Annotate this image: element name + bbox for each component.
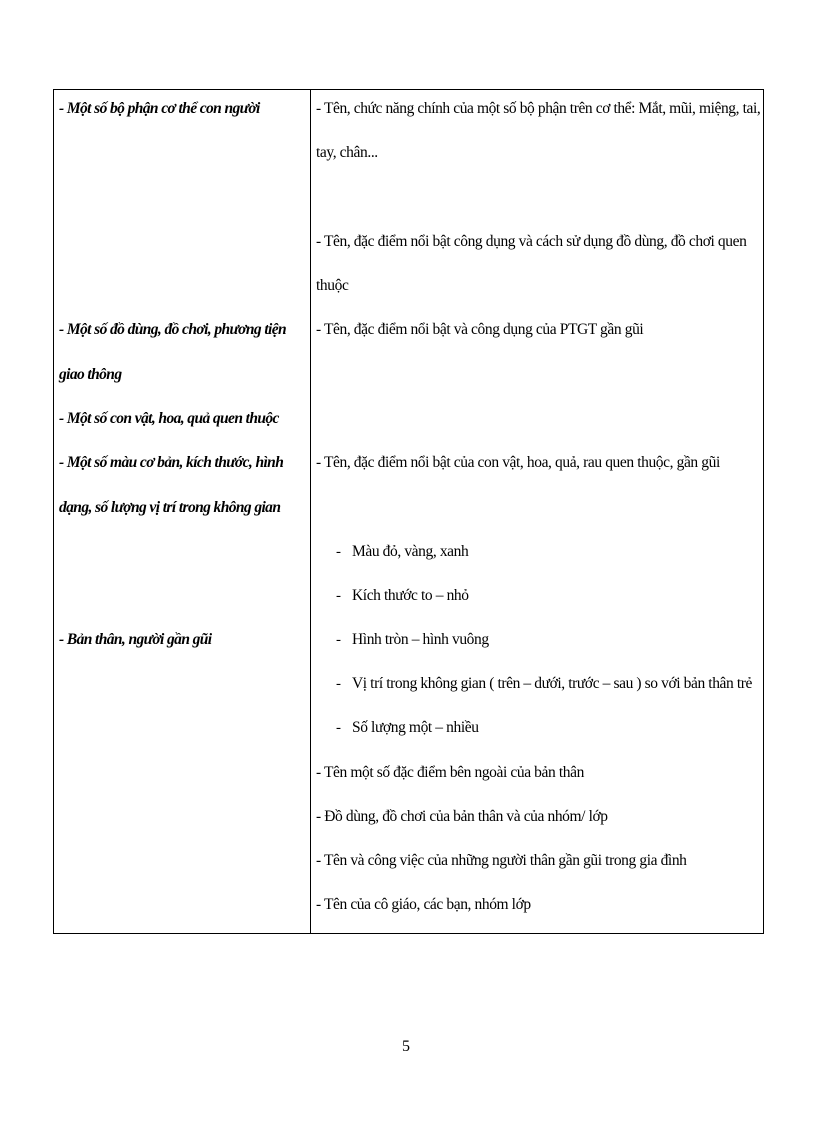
right-self-belongings: - Đồ dùng, đồ chơi của bản thân và của nhóm/ lớp xyxy=(316,808,608,825)
bullet-item-colors: Màu đỏ, vàng, xanh xyxy=(352,543,469,560)
column-divider xyxy=(310,90,311,933)
left-item-shapes: - Một số màu cơ bản, kích thước, hình xyxy=(59,454,284,471)
left-item-objects: - Một số đồ dùng, đồ chơi, phương tiện xyxy=(59,321,287,338)
left-item-self: - Bản thân, người gần gũi xyxy=(59,631,212,648)
left-item-objects-cont: giao thông xyxy=(59,366,122,383)
right-body-parts-line2: tay, chân... xyxy=(316,144,378,161)
right-self-teachers: - Tên của cô giáo, các bạn, nhóm lớp xyxy=(316,896,531,913)
right-transport: - Tên, đặc điểm nổi bật và công dụng của PTGT gần gũi xyxy=(316,321,644,338)
page-number: 5 xyxy=(402,1038,410,1055)
bullet-marker: - xyxy=(336,588,341,604)
bullet-marker: - xyxy=(336,720,341,736)
content-table xyxy=(53,89,764,934)
right-body-parts-line1: - Tên, chức năng chính của một số bộ phận trên cơ thể: Mắt, mũi, miệng, tai, xyxy=(316,100,761,117)
bullet-item-shapes: Hình tròn – hình vuông xyxy=(352,631,489,648)
right-self-family: - Tên và công việc của những người thân gần gũi trong gia đình xyxy=(316,852,687,869)
bullet-item-position: Vị trí trong không gian ( trên – dưới, trước – sau ) so với bản thân trẻ xyxy=(352,675,753,692)
right-self-appearance: - Tên một số đặc điểm bên ngoài của bản thân xyxy=(316,764,584,781)
left-item-animals: - Một số con vật, hoa, quả quen thuộc xyxy=(59,410,279,427)
bullet-item-quantity: Số lượng một – nhiều xyxy=(352,719,479,736)
right-objects-line2: thuộc xyxy=(316,277,349,294)
right-objects-line1: - Tên, đặc điểm nổi bật công dụng và cách sử dụng đồ dùng, đồ chơi quen xyxy=(316,233,747,250)
right-animals: - Tên, đặc điểm nổi bật của con vật, hoa, quả, rau quen thuộc, gần gũi xyxy=(316,454,720,471)
bullet-marker: - xyxy=(336,632,341,648)
bullet-item-size: Kích thước to – nhỏ xyxy=(352,587,469,604)
bullet-marker: - xyxy=(336,544,341,560)
left-item-body-parts: - Một số bộ phận cơ thể con người xyxy=(59,100,260,117)
bullet-marker: - xyxy=(336,676,341,692)
left-item-shapes-cont: dạng, số lượng vị trí trong không gian xyxy=(59,499,281,516)
